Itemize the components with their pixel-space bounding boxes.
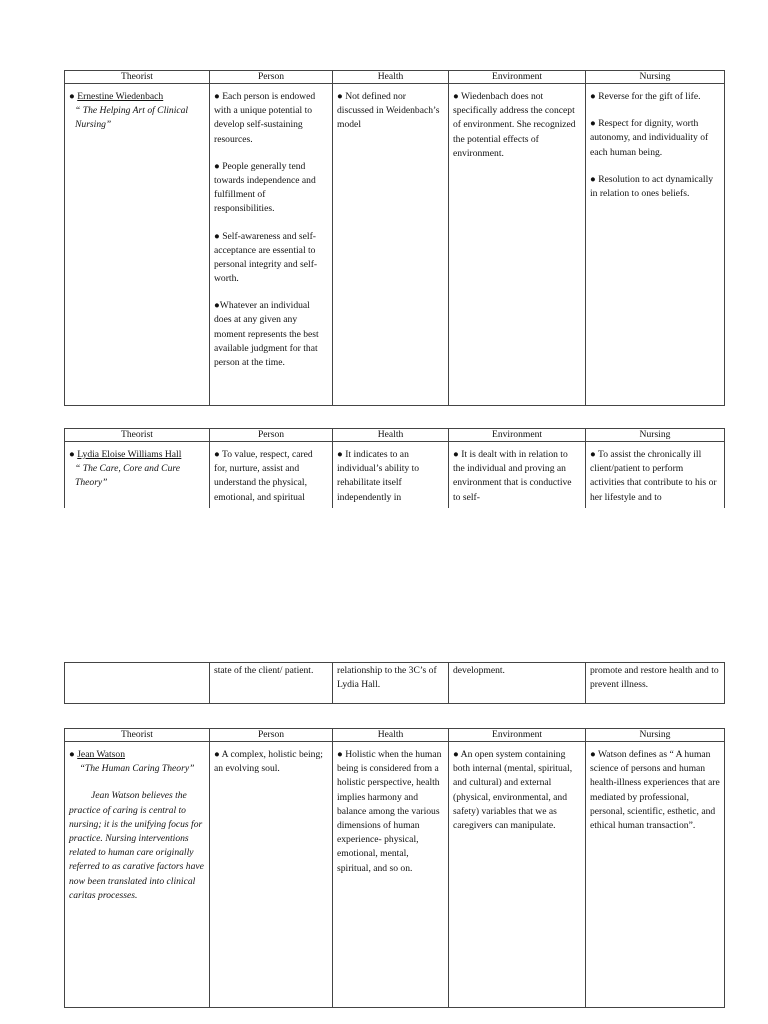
nursing-point: ● Respect for dignity, worth autonomy, and individuality of each human being. [590,118,709,158]
nursing-cell [586,442,725,509]
health-cell [333,442,449,509]
bullet: ● [69,91,75,102]
health-point: ● It indicates to an individual’s ability to rehabilitate itself independently in [337,449,420,503]
nursing-cell [586,742,725,1008]
theory-title: “ The Care, Core and Cure Theory” [75,463,181,489]
person-cell [210,663,333,704]
theorist-name: Jean Watson [77,749,126,760]
header-environment: Environment [449,729,586,742]
theory-table-wiedenbach [64,70,725,406]
environment-point: ● Wiedenbach does not specifically address the concept of environment. She recognized the potential effects of environment. [453,91,576,159]
environment-point: ● It is dealt with in relation to the individual and proving an environment that is conductive to self- [453,449,572,503]
theorist-name: Lydia Eloise Williams Hall [77,449,182,460]
nursing-cell [586,663,725,704]
nursing-point: ● Resolution to act dynamically in relation to ones beliefs. [590,173,714,199]
person-point: ● A complex, holistic being; an evolving soul. [214,749,323,775]
theory-title: “The Human Caring Theory” [79,763,195,775]
table-row [65,742,725,1008]
theory-title: “ The Helping Art of Clinical Nursing” [75,105,189,131]
environment-cell [449,663,586,704]
table-header-row [65,729,725,742]
health-point: ● Not defined nor discussed in Weidenbach’s model [337,91,440,131]
theory-table-hall-continued [64,662,725,704]
theorist-cell [65,742,210,1008]
person-cell [210,442,333,509]
health-point: ● Holistic when the human being is considered from a holistic perspective, health implies harmony and balance among the various dimensions of human experience- physical, emotional, mental, spiritual, and so on. [337,749,442,874]
table-row [65,442,725,509]
nursing-point: ● Watson defines as “ A human science of persons and human health-illness experiences that are mediated by professional, personal, scientific, esthetic, and ethical human transaction”. [590,749,720,831]
environment-cell [449,742,586,1008]
theorist-cell [65,84,210,406]
environment-cell [449,442,586,509]
nursing-point: ● Reverse for the gift of life. [590,91,701,102]
header-health: Health [333,429,449,442]
person-cell [210,742,333,1008]
theorist-name: Ernestine Wiedenbach [77,91,164,102]
header-nursing: Nursing [586,429,725,442]
nursing-point: promote and restore health and to prevent illness. [590,665,719,691]
person-point: ● Self-awareness and self-acceptance are essential to personal integrity and self-worth. [214,230,318,285]
person-point: state of the client/ patient. [214,665,314,676]
header-nursing: Nursing [586,729,725,742]
health-cell [333,742,449,1008]
header-health: Health [333,71,449,84]
person-point: ●Whatever an individual does at any given any moment represents the best available judgment for that person at the time. [214,300,319,368]
table-header-row [65,71,725,84]
header-environment: Environment [449,71,586,84]
theorist-cell [65,663,210,704]
header-theorist: Theorist [65,729,210,742]
environment-point: ● An open system containing both internal (mental, spiritual, and cultural) and external (physical, environmental, and safety) variables that we as caregivers can manipulate. [453,749,573,831]
header-person: Person [210,729,333,742]
nursing-cell [586,84,725,406]
person-cell [210,84,333,406]
table-header-row [65,429,725,442]
health-cell [333,84,449,406]
bullet: ● [69,449,75,460]
theory-table-hall [64,428,725,508]
person-point: ● Each person is endowed with a unique potential to develop self-sustaining resources. [214,91,316,145]
header-theorist: Theorist [65,429,210,442]
header-health: Health [333,729,449,742]
table-row [65,84,725,406]
bullet: ● [69,749,75,760]
header-theorist: Theorist [65,71,210,84]
health-cell [333,663,449,704]
environment-point: development. [453,665,505,676]
nursing-point: ● To assist the chronically ill client/patient to perform activities that contribute to his or her lifestyle and to [590,449,717,503]
person-point: ● People generally tend towards independence and fulfillment of responsibilities. [214,160,316,215]
theorist-cell [65,442,210,509]
header-nursing: Nursing [586,71,725,84]
theory-table-watson [64,728,725,1008]
environment-cell [449,84,586,406]
header-person: Person [210,429,333,442]
health-point: relationship to the 3C’s of Lydia Hall. [337,665,437,691]
header-environment: Environment [449,429,586,442]
header-person: Person [210,71,333,84]
table-row [65,663,725,704]
person-point: ● To value, respect, cared for, nurture, assist and understand the physical, emotional, and spiritual [214,449,313,503]
theory-description: Jean Watson believes the practice of caring is central to nursing; it is the unifying focus for practice. Nursing interventions related to human care originally referred to as carative factors have now been translated into clinical caritas processes. [69,790,204,901]
